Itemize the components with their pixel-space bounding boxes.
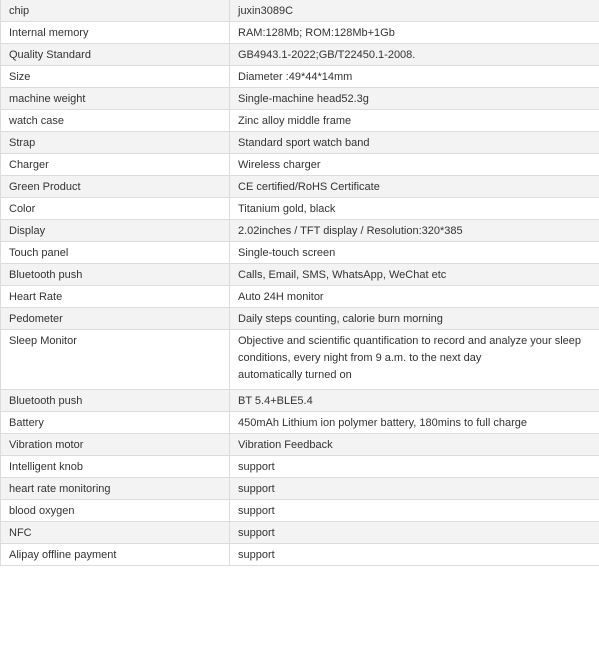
table-row-nfc	[1, 522, 599, 544]
table-row-heart-rate-monitoring	[1, 478, 599, 500]
table-row-color	[1, 198, 599, 220]
row-label: Battery	[1, 412, 230, 434]
table-row-quality-standard	[1, 44, 599, 66]
table-row-vibration-motor	[1, 434, 599, 456]
table-row-display	[1, 220, 599, 242]
row-value-line: conditions, every night from 9 a.m. to the next day	[238, 352, 482, 364]
table-row-internal-memory	[1, 22, 599, 44]
row-label: Alipay offline payment	[1, 544, 230, 566]
table-row-intelligent-knob	[1, 456, 599, 478]
row-value: 450mAh Lithium ion polymer battery, 180mins to full charge	[230, 412, 599, 434]
row-value: 2.02inches / TFT display / Resolution:320*385	[230, 220, 599, 242]
row-value: Wireless charger	[230, 154, 599, 176]
row-label: watch case	[1, 110, 230, 132]
table-row-alipay-offline-payment	[1, 544, 599, 566]
row-label: Vibration motor	[1, 434, 230, 456]
table-row-watch-case	[1, 110, 599, 132]
row-label: Green Product	[1, 176, 230, 198]
row-value: Zinc alloy middle frame	[230, 110, 599, 132]
row-label: Bluetooth push	[1, 264, 230, 286]
row-value: support	[230, 456, 599, 478]
row-label: Sleep Monitor	[1, 330, 230, 390]
row-label: NFC	[1, 522, 230, 544]
row-value: RAM:128Mb; ROM:128Mb+1Gb	[230, 22, 599, 44]
row-value: Titanium gold, black	[230, 198, 599, 220]
row-label: chip	[1, 0, 230, 22]
row-value: BT 5.4+BLE5.4	[230, 390, 599, 412]
row-label: Quality Standard	[1, 44, 230, 66]
row-value: Daily steps counting, calorie burn morning	[230, 308, 599, 330]
spec-table-body	[1, 0, 599, 566]
table-row-battery	[1, 412, 599, 434]
row-label: machine weight	[1, 88, 230, 110]
row-label: Charger	[1, 154, 230, 176]
table-row-touch-panel	[1, 242, 599, 264]
row-label: Display	[1, 220, 230, 242]
row-value: Calls, Email, SMS, WhatsApp, WeChat etc	[230, 264, 599, 286]
row-value: juxin3089C	[230, 0, 599, 22]
table-row-green-product	[1, 176, 599, 198]
table-row-bluetooth-push	[1, 264, 599, 286]
row-value	[230, 330, 599, 390]
table-row-size	[1, 66, 599, 88]
row-value: support	[230, 478, 599, 500]
row-label: Color	[1, 198, 230, 220]
row-value: Standard sport watch band	[230, 132, 599, 154]
row-label: Internal memory	[1, 22, 230, 44]
row-label: Strap	[1, 132, 230, 154]
row-label: Touch panel	[1, 242, 230, 264]
row-value: Single-machine head52.3g	[230, 88, 599, 110]
table-row-machine-weight	[1, 88, 599, 110]
row-label: Size	[1, 66, 230, 88]
row-value: GB4943.1-2022;GB/T22450.1-2008.	[230, 44, 599, 66]
row-label: Heart Rate	[1, 286, 230, 308]
row-value-line: automatically turned on	[238, 369, 352, 381]
table-row-sleep-monitor	[1, 330, 599, 390]
table-row-blood-oxygen	[1, 500, 599, 522]
row-value: support	[230, 500, 599, 522]
row-label: Pedometer	[1, 308, 230, 330]
row-value: support	[230, 544, 599, 566]
table-row-pedometer	[1, 308, 599, 330]
table-row-strap	[1, 132, 599, 154]
table-row-bluetooth-version	[1, 390, 599, 412]
row-value: Diameter :49*44*14mm	[230, 66, 599, 88]
row-value: Vibration Feedback	[230, 434, 599, 456]
row-value: Auto 24H monitor	[230, 286, 599, 308]
row-label: heart rate monitoring	[1, 478, 230, 500]
table-row-charger	[1, 154, 599, 176]
row-value: support	[230, 522, 599, 544]
table-row-chip	[1, 0, 599, 22]
row-label: Bluetooth push	[1, 390, 230, 412]
row-value-line: Objective and scientific quantification to record and analyze your sleep	[238, 335, 582, 347]
row-value: CE certified/RoHS Certificate	[230, 176, 599, 198]
row-value: Single-touch screen	[230, 242, 599, 264]
row-label: blood oxygen	[1, 500, 230, 522]
row-label: Intelligent knob	[1, 456, 230, 478]
table-row-heart-rate	[1, 286, 599, 308]
